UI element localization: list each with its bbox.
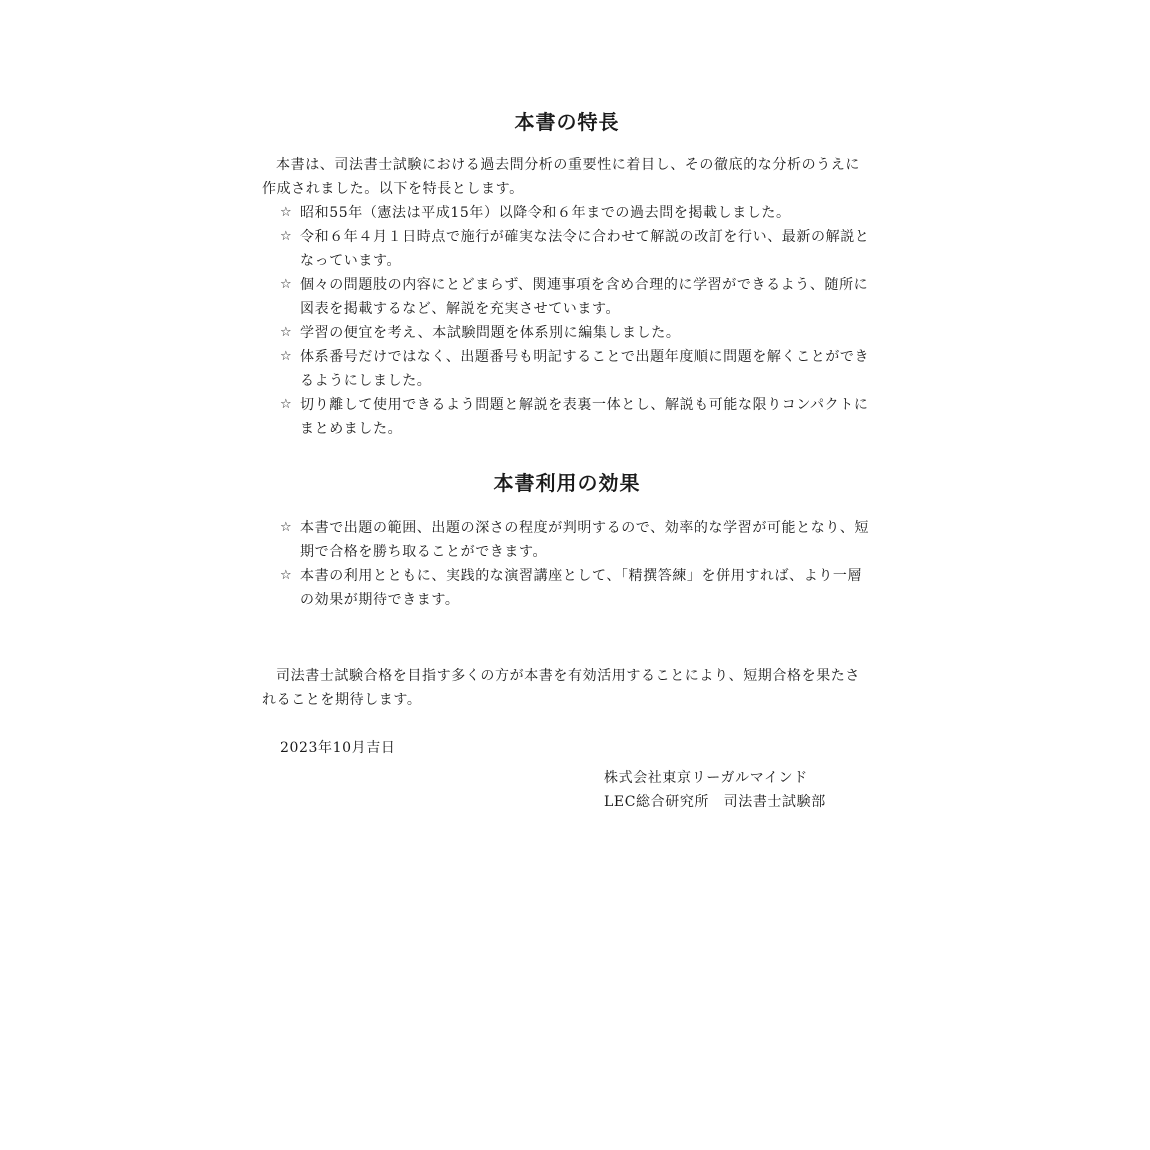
star-icon: ☆ xyxy=(280,568,293,583)
signature-block xyxy=(604,766,872,814)
star-icon: ☆ xyxy=(280,277,293,292)
feature-text: 切り離して使用できるよう問題と解説を表裏一体とし、解説も可能な限りコンパクトにまとめました。 xyxy=(300,397,869,437)
star-icon: ☆ xyxy=(280,325,293,340)
star-icon: ☆ xyxy=(280,397,293,412)
department-name: LEC総合研究所 司法書士試験部 xyxy=(604,794,826,810)
list-item xyxy=(262,516,872,564)
star-icon: ☆ xyxy=(280,205,293,220)
list-item xyxy=(262,201,872,225)
effect-text: 本書で出題の範囲、出題の深さの程度が判明するので、効率的な学習が可能となり、短期で合格を勝ち取ることができます。 xyxy=(300,520,870,560)
feature-text: 体系番号だけではなく、出題番号も明記することで出題年度順に問題を解くことができるようにしました。 xyxy=(300,349,870,389)
star-icon: ☆ xyxy=(280,520,293,535)
feature-text: 令和６年４月１日時点で施行が確実な法令に合わせて解説の改訂を行い、最新の解説となっています。 xyxy=(300,229,870,269)
closing-paragraph: 司法書士試験合格を目指す多くの方が本書を有効活用することにより、短期合格を果たされることを期待します。 xyxy=(262,668,860,708)
star-icon: ☆ xyxy=(280,349,293,364)
list-item xyxy=(262,345,872,393)
effects-list xyxy=(262,516,872,612)
company-name: 株式会社東京リーガルマインド xyxy=(604,770,808,786)
effect-text: 本書の利用とともに、実践的な演習講座として、「精撰答練」を併用すれば、より一層の効果が期待できます。 xyxy=(300,568,863,608)
list-item xyxy=(262,321,872,345)
effects-heading: 本書利用の効果 xyxy=(493,471,641,495)
features-heading: 本書の特長 xyxy=(514,110,620,134)
list-item xyxy=(262,393,872,441)
date-line: 2023年10月吉日 xyxy=(280,740,396,756)
document-page xyxy=(262,100,872,814)
list-item xyxy=(262,564,872,612)
list-item xyxy=(262,273,872,321)
feature-text: 昭和55年（憲法は平成15年）以降令和６年までの過去問を掲載しました。 xyxy=(300,205,791,221)
features-intro: 本書は、司法書士試験における過去問分析の重要性に着目し、その徹底的な分析のうえに作成されました。以下を特長とします。 xyxy=(262,157,860,197)
features-list xyxy=(262,201,872,441)
feature-text: 個々の問題肢の内容にとどまらず、関連事項を含め合理的に学習ができるよう、随所に図表を掲載するなど、解説を充実させています。 xyxy=(300,277,869,317)
star-icon: ☆ xyxy=(280,229,293,244)
feature-text: 学習の便宜を考え、本試験問題を体系別に編集しました。 xyxy=(300,325,681,341)
list-item xyxy=(262,225,872,273)
